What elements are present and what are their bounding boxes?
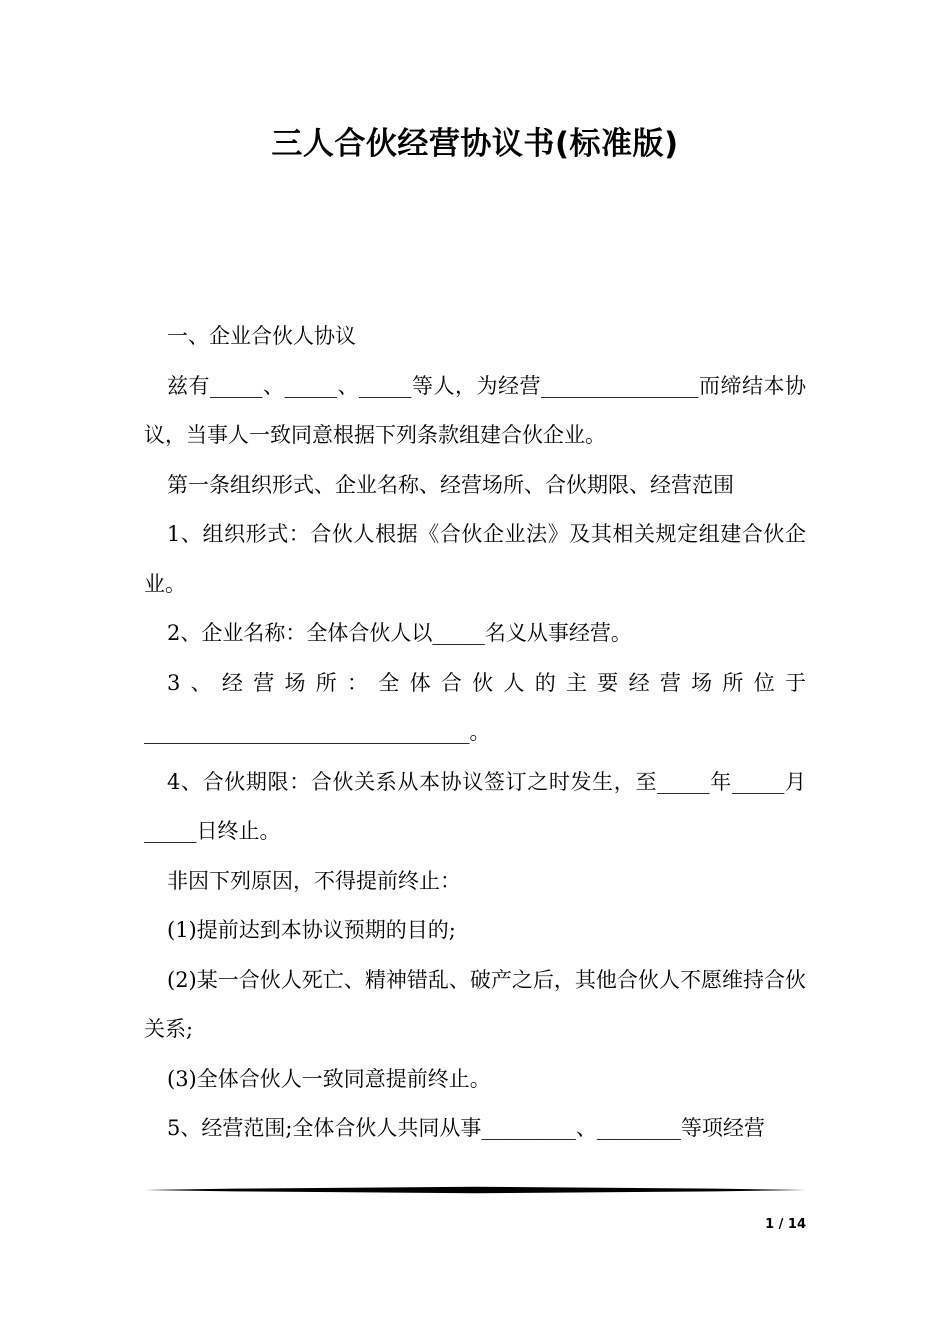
paragraph-partnership-term: 4、合伙期限：合伙关系从本协议签订之时发生，至_____年_____月_____日终止。 — [144, 769, 806, 843]
article-heading: 第一条组织形式、企业名称、经营场所、合伙期限、经营范围 — [167, 472, 734, 497]
document-title: 三人合伙经营协议书(标准版) — [271, 126, 679, 162]
paragraph-enterprise-name: 2、企业名称：全体合伙人以_____名义从事经营。 — [167, 621, 632, 645]
paragraph-business-scope: 5、经营范围;全体合伙人共同从事_________、________等项经营 — [167, 1116, 765, 1140]
document-body — [144, 312, 806, 1154]
paragraph-organization-form: 1、组织形式：合伙人根据《合伙企业法》及其相关规定组建合伙企业。 — [144, 522, 806, 596]
footer-divider — [144, 1186, 806, 1194]
paragraph-business-location: 3、经营场所：全体合伙人的主要经营场所位于 — [167, 670, 806, 695]
paragraph-termination-conditions: 非因下列原因，不得提前终止： — [167, 868, 461, 893]
list-item-condition-2: (2)某一合伙人死亡、精神错乱、破产之后，其他合伙人不愿维持合伙关系; — [144, 967, 806, 1041]
list-item-condition-3: (3)全体合伙人一致同意提前终止。 — [167, 1066, 491, 1091]
paragraph-preamble: 兹有_____、_____、_____等人，为经营_______________而缔结本协议，当事人一致同意根据下列条款组建合伙企业。 — [144, 373, 806, 447]
paragraph-location-blank: _______________________________。 — [144, 720, 491, 744]
page-number: 1 / 14 — [765, 1217, 806, 1232]
list-item-condition-1: (1)提前达到本协议预期的目的; — [167, 918, 456, 942]
section-heading: 一、企业合伙人协议 — [167, 324, 356, 348]
